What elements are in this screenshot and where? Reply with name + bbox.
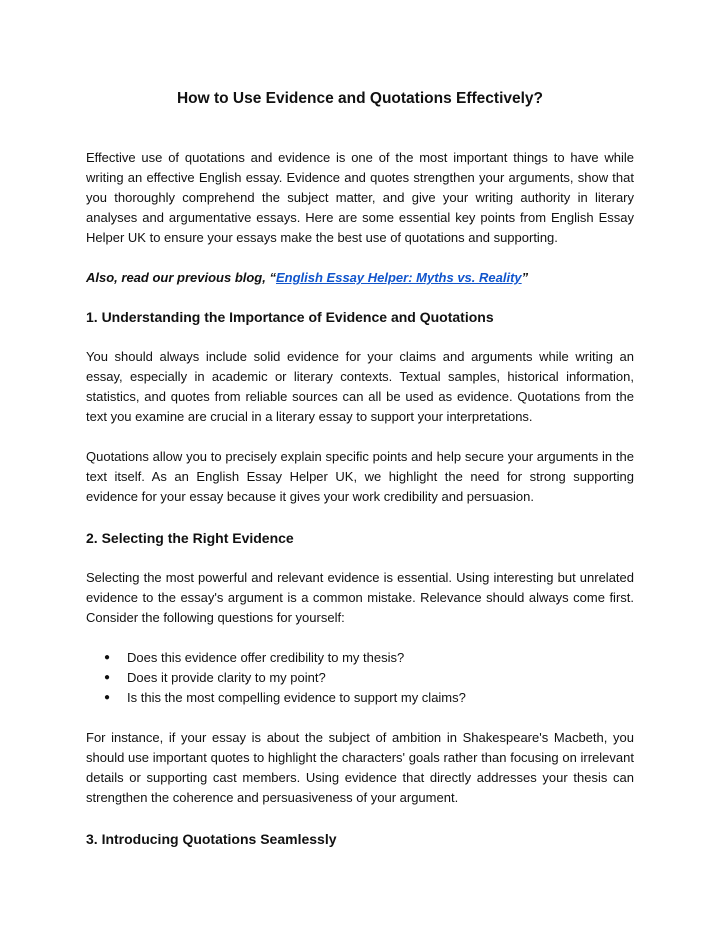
section-heading-1: 1. Understanding the Importance of Evidence and Quotations	[86, 309, 494, 325]
previous-blog-link[interactable]: English Essay Helper: Myths vs. Reality	[275, 270, 522, 285]
list-item	[104, 688, 634, 708]
bullet-icon: ●	[104, 692, 111, 703]
question-list	[86, 648, 634, 708]
section-1-paragraph-1: You should always include solid evidence for your claims and arguments while writing an essay, especially in academic or literary contexts. Textual samples, historical information, statistics, and quotes from reliable sources can all be used as evidence. Quotations from the text you examine are crucial in a literary essay to support your interpretations.	[86, 349, 634, 424]
section-heading-3: 3. Introducing Quotations Seamlessly	[86, 831, 337, 847]
section-heading-2: 2. Selecting the Right Evidence	[86, 530, 294, 546]
read-also-prefix: Also, read our previous blog, “	[86, 270, 276, 285]
section-2-paragraph-2: For instance, if your essay is about the subject of ambition in Shakespeare's Macbeth, you should use important quotes to highlight the characters' goals rather than focusing on irrelevant details or supporting cast members. Using evidence that directly addresses your thesis can strengthen the coherence and persuasiveness of your argument.	[86, 730, 634, 805]
list-item-text: Does it provide clarity to my point?	[127, 670, 326, 685]
list-item	[104, 668, 634, 688]
section-2-paragraph-1: Selecting the most powerful and relevant evidence is essential. Using interesting but unrelated evidence to the essay's argument is a common mistake. Relevance should always come first. Consider the following questions for yourself:	[86, 570, 634, 625]
list-item-text: Does this evidence offer credibility to my thesis?	[127, 650, 405, 665]
section-1-paragraph-2: Quotations allow you to precisely explain specific points and help secure your arguments in the text itself. As an English Essay Helper UK, we highlight the need for strong supporting evidence for your essay because it gives your work credibility and persuasion.	[86, 449, 634, 504]
read-also-suffix: ”	[521, 270, 529, 285]
read-also-line	[86, 268, 634, 288]
bullet-icon: ●	[104, 652, 111, 663]
intro-paragraph: Effective use of quotations and evidence is one of the most important things to have while writing an effective English essay. Evidence and quotes strengthen your arguments, show that you thoroughly comprehend the subject matter, and give your writing authority in literary analyses and argumentative essays. Here are some essential key points from English Essay Helper UK to ensure your essays make the best use of quotations and supporting.	[86, 150, 634, 245]
bullet-icon: ●	[104, 672, 111, 683]
list-item	[104, 648, 634, 668]
document-title: How to Use Evidence and Quotations Effectively?	[176, 90, 544, 107]
list-item-text: Is this the most compelling evidence to support my claims?	[127, 690, 466, 705]
